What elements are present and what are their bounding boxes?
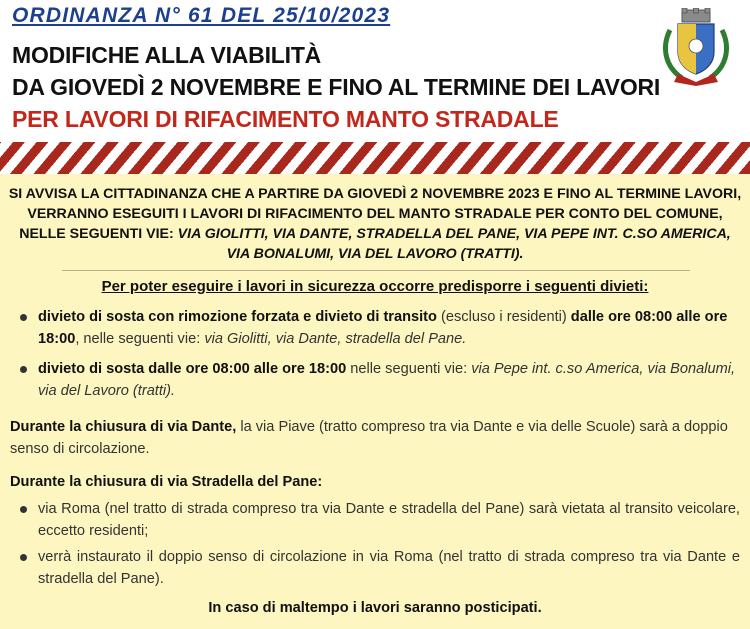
list-item bbox=[18, 498, 740, 542]
headline-line-3: PER LAVORI DI RIFACIMENTO MANTO STRADALE bbox=[12, 106, 559, 132]
weather-notice: In caso di maltempo i lavori saranno posticipati. bbox=[208, 600, 542, 616]
stradella-list bbox=[18, 498, 740, 590]
headline-line-1: MODIFICHE ALLA VIABILITÀ bbox=[12, 42, 322, 68]
prohibition-1-main: divieto di sosta con rimozione forzata e divieto di transito bbox=[38, 309, 437, 325]
prohibition-1-note: (escluso i residenti) bbox=[436, 309, 571, 325]
dante-lead: Durante la chiusura di via Dante, bbox=[10, 419, 237, 435]
section-divider bbox=[62, 270, 690, 271]
stradella-item-2: verrà instaurato il doppio senso di circolazione in via Roma (nel tratto di strada compreso tra via Dante e stradella del Pane). bbox=[38, 549, 740, 587]
prohibition-1-hours: dalle ore 08:00 alle ore 18:00 bbox=[38, 309, 728, 347]
prohibitions-title: Per poter eseguire i lavori in sicurezza occorre predisporre i seguenti divieti: bbox=[101, 278, 649, 295]
prohibition-1-streets: via Giolitti, via Dante, stradella del Pane. bbox=[204, 331, 467, 347]
prohibition-2-streets: via Pepe int. c.so America, via Bonalumi, via del Lavoro (tratti). bbox=[38, 361, 736, 399]
intro-streets: VIA GIOLITTI, VIA DANTE, STRADELLA DEL PANE, VIA PEPE INT. C.SO AMERICA, VIA BONALUMI, VIA DEL LAVORO (TRATTI). bbox=[177, 226, 731, 262]
stradella-title: Durante la chiusura di via Stradella del Pane: bbox=[10, 474, 323, 490]
intro-text: SI AVVISA LA CITTADINANZA CHE A PARTIRE DA GIOVEDÌ 2 NOVEMBRE 2023 E FINO AL TERMINE LAVORI, VERRANNO ESEGUITI I LAVORI DI RIFACIMENTO DEL MANTO STRADALE PER CONTO DEL COMUNE, NELLE SEGUENTI VIE: bbox=[8, 186, 742, 242]
headline-line-2: DA GIOVEDÌ 2 NOVEMBRE E FINO AL TERMINE DEI LAVORI bbox=[12, 74, 661, 100]
bullet-icon bbox=[20, 554, 27, 561]
dante-text: la via Piave (tratto compreso tra via Dante e via delle Scuole) sarà a doppio senso di circolazione. bbox=[10, 419, 728, 457]
prohibition-2-lead: nelle seguenti vie: bbox=[346, 361, 472, 377]
notice-content bbox=[0, 174, 750, 629]
bullet-icon bbox=[20, 366, 27, 373]
municipal-crest-icon bbox=[660, 8, 732, 86]
bullet-icon bbox=[20, 314, 27, 321]
warning-stripe-band bbox=[0, 142, 750, 174]
ordinance-number: ORDINANZA N° 61 DEL 25/10/2023 bbox=[12, 4, 391, 27]
prohibitions-list bbox=[18, 306, 740, 402]
list-item bbox=[18, 358, 740, 402]
prohibition-2-main: divieto di sosta dalle ore 08:00 alle ore 18:00 bbox=[38, 361, 347, 377]
prohibition-1-lead: , nelle seguenti vie: bbox=[75, 331, 205, 347]
list-item bbox=[18, 546, 740, 590]
intro-paragraph bbox=[8, 184, 742, 264]
stradella-item-1: via Roma (nel tratto di strada compreso tra via Dante e stradella del Pane) sarà vietata al transito veicolare, eccetto residenti; bbox=[38, 501, 740, 539]
list-item bbox=[18, 306, 740, 350]
bullet-icon bbox=[20, 506, 27, 513]
dante-paragraph bbox=[10, 416, 740, 460]
